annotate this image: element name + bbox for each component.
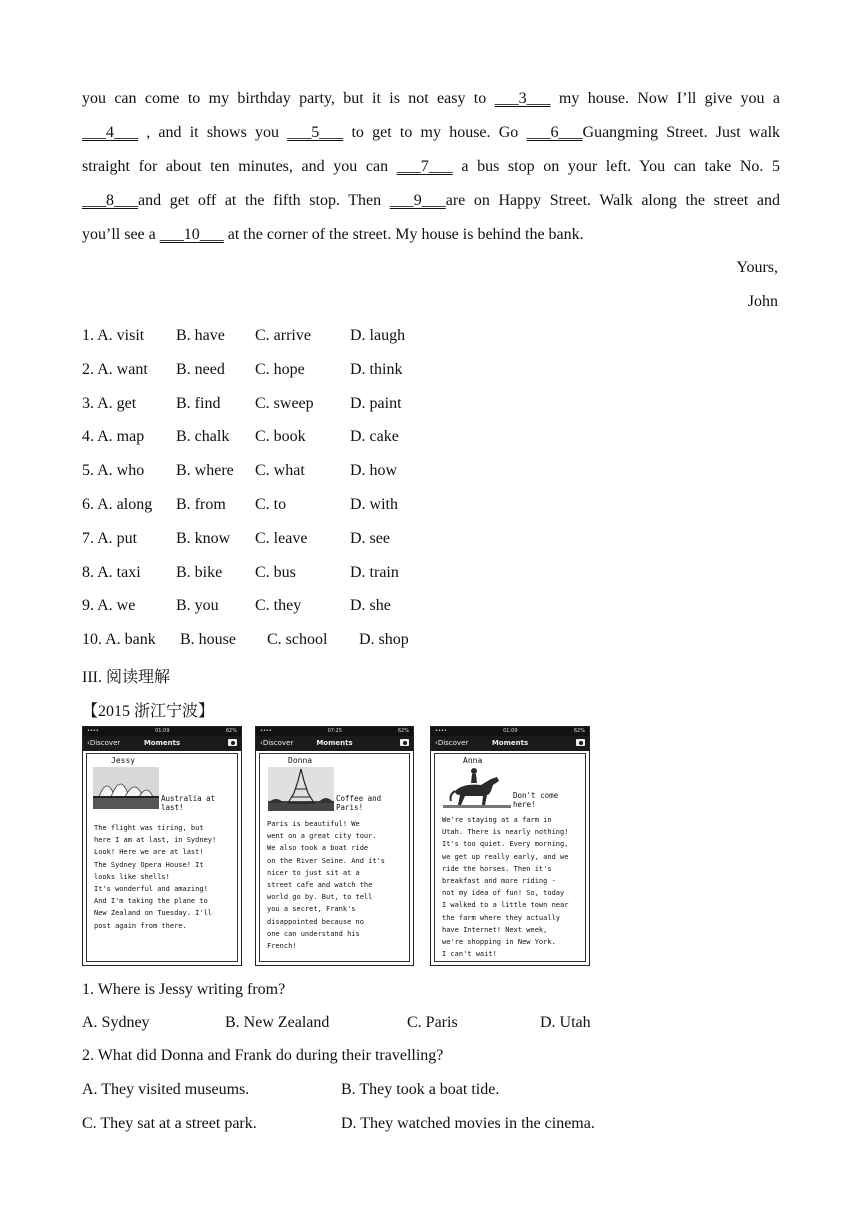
question-number-option-a: 9. A. we — [82, 597, 136, 615]
option-b: B. from — [176, 496, 226, 513]
letter-line-3: straight for about ten minutes, and you can ___7___ a bus stop on your left. You can take No. 5 — [82, 158, 780, 175]
option-d: D. think — [350, 360, 403, 378]
option-b: B. They took a boat tide. — [341, 1081, 500, 1098]
phone-screenshot-jessy — [82, 726, 242, 966]
nav-bar — [256, 736, 413, 751]
post-text: We're staying at a farm in Utah. There is nearly nothing! It's too quiet. Every morning, we get up really early, and we ride the horses. Then it's breakfast and more riding - not my idea of fun! So, today I walked to a little town near the farm where they actually have Internet! Next week, we're shopping in New York. I can't wait! — [442, 816, 569, 959]
option-c: C. what — [255, 462, 305, 480]
blank-10: ___10___ — [159, 226, 224, 243]
option-b: B. have — [176, 327, 225, 344]
option-c: C. school — [267, 631, 328, 649]
option-b: B. house — [180, 631, 236, 649]
poster-name: Jessy — [111, 756, 136, 765]
question-number-option-a: 2. A. want — [82, 360, 148, 378]
post-text: Paris is beautiful! We went on a great city tour. We also took a boat ride on the River Seine. And it's nicer to just sit at a street cafe and watch the world go by. But, to tell you a secret, Frank's disappointed because no one can understand his French! — [267, 820, 386, 951]
option-d: D. train — [350, 563, 399, 581]
option-c: C. they — [255, 597, 302, 615]
question-number-option-a: 6. A. along — [82, 496, 153, 513]
option-d: D. shop — [359, 631, 409, 649]
option-d: D. Utah — [540, 1014, 591, 1031]
option-b: B. bike — [176, 563, 223, 581]
nav-title: Moments — [491, 739, 529, 747]
nav-title: Moments — [143, 739, 181, 747]
option-c: C. leave — [255, 529, 308, 547]
option-a: A. They visited museums. — [82, 1081, 250, 1098]
reading-question-1: 1. Where is Jessy writing from? — [82, 981, 286, 998]
blank-8: ___8___ — [82, 192, 138, 209]
status-bar: •••• 07:25 62% — [256, 727, 413, 736]
option-d: D. with — [350, 496, 398, 513]
camera-icon[interactable] — [228, 739, 237, 746]
option-d: D. paint — [350, 394, 402, 412]
question-number-option-a: 1. A. visit — [82, 327, 145, 344]
option-d: D. she — [350, 597, 391, 615]
option-b: B. New Zealand — [225, 1014, 330, 1031]
reading-question-2: 2. What did Donna and Frank do during their travelling? — [82, 1047, 444, 1064]
source-tag: 【2015 浙江宁波】 — [82, 703, 215, 720]
status-bar: •••• 01:09 62% — [83, 727, 241, 736]
blank-3: ___3___ — [494, 90, 551, 107]
blank-4: ___4___ — [82, 124, 138, 141]
poster-name: Anna — [463, 756, 483, 765]
blank-9: ___9___ — [389, 192, 446, 209]
poster-name: Donna — [288, 756, 313, 765]
letter-line-1: you can come to my birthday party, but it is not easy to ___3___ my house. Now I’ll give you a — [82, 90, 780, 107]
camera-icon[interactable] — [400, 739, 409, 746]
letter-closing: Yours, — [736, 259, 778, 276]
question-number-option-a: 3. A. get — [82, 394, 137, 412]
question-number-option-a: 10. A. bank — [82, 631, 156, 649]
question-number-option-a: 4. A. map — [82, 428, 145, 446]
option-d: D. how — [350, 462, 398, 480]
option-b: B. you — [176, 597, 219, 615]
option-b: B. find — [176, 394, 221, 412]
blank-5: ___5___ — [287, 124, 344, 141]
back-button[interactable]: ‹Discover — [435, 739, 469, 747]
section-heading: III. 阅读理解 — [82, 669, 170, 686]
option-c: C. sweep — [255, 394, 314, 412]
letter-signature: John — [747, 293, 778, 310]
option-c: C. book — [255, 428, 306, 446]
option-d: D. cake — [350, 428, 399, 446]
question-number-option-a: 8. A. taxi — [82, 563, 141, 581]
camera-icon[interactable] — [576, 739, 585, 746]
post-text: The flight was tiring, but here I am at last, in Sydney! Look! Here we are at last! The Sydney Opera House! It looks like shells! It's wonderful and amazing! And I'm taking the plane to New Zealand on Tuesday. I'll post again from there. — [94, 824, 217, 930]
moment-card — [434, 753, 586, 962]
option-d: D. see — [350, 529, 390, 547]
option-b: B. need — [176, 360, 225, 378]
back-button[interactable]: ‹Discover — [87, 739, 121, 747]
eiffel-tower-photo — [268, 767, 334, 811]
letter-line-4: ___8___and get off at the fifth stop. Then ___9___are on Happy Street. Walk along the street and — [82, 192, 780, 209]
letter-line-2: ___4___ , and it shows you ___5___ to get to my house. Go ___6___Guangming Street. Just walk — [82, 124, 781, 141]
back-button[interactable]: ‹Discover — [260, 739, 294, 747]
horse-rider-photo — [443, 765, 511, 811]
option-b: B. chalk — [176, 428, 230, 446]
option-c: C. They sat at a street park. — [82, 1115, 257, 1132]
question-number-option-a: 7. A. put — [82, 529, 138, 547]
post-caption: Don't come here! — [513, 791, 559, 809]
nav-bar — [83, 736, 241, 751]
question-number-option-a: 5. A. who — [82, 462, 145, 480]
option-c: C. bus — [255, 563, 296, 581]
option-b: B. know — [176, 529, 231, 547]
option-b: B. where — [176, 462, 234, 480]
blank-7: ___7___ — [396, 158, 453, 175]
phone-screenshot-anna — [430, 726, 590, 966]
status-bar: •••• 01:09 62% — [431, 727, 589, 736]
post-caption: Australia at last! — [161, 794, 216, 812]
post-caption: Coffee and Paris! — [336, 794, 382, 812]
option-c: C. Paris — [407, 1014, 458, 1031]
option-d: D. laugh — [350, 327, 406, 344]
option-c: C. to — [255, 496, 287, 513]
nav-title: Moments — [316, 739, 353, 747]
nav-bar — [431, 736, 589, 751]
blank-6: ___6___ — [526, 124, 583, 141]
letter-line-5: you’ll see a ___10___ at the corner of the street. My house is behind the bank. — [82, 226, 584, 243]
opera-house-photo — [93, 767, 159, 809]
phone-screenshot-donna — [255, 726, 414, 966]
option-c: C. hope — [255, 360, 305, 378]
option-c: C. arrive — [255, 327, 311, 344]
moment-card — [86, 753, 238, 962]
option-a: A. Sydney — [82, 1014, 150, 1031]
moment-card — [259, 753, 410, 962]
option-d: D. They watched movies in the cinema. — [341, 1115, 595, 1132]
